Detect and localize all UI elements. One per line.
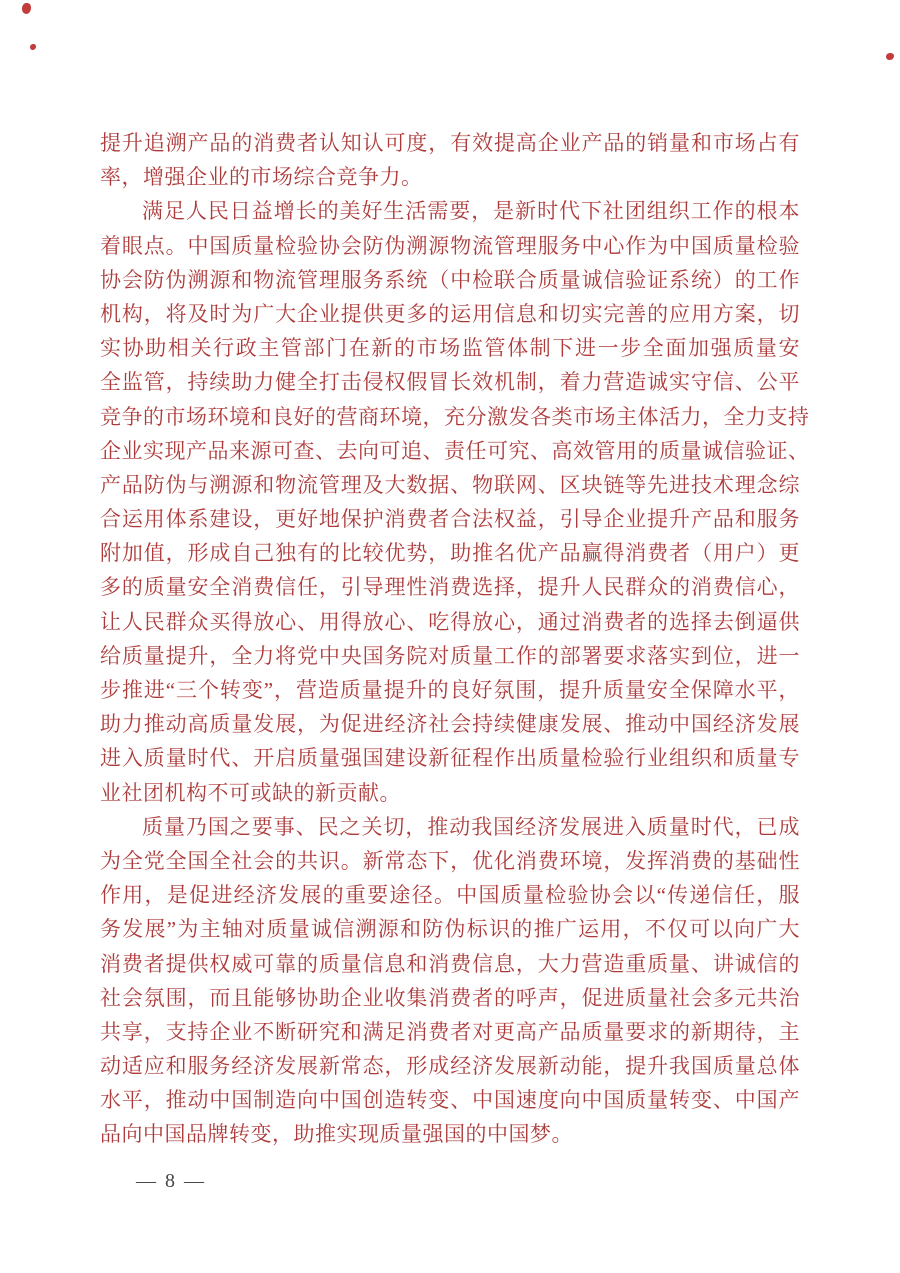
text-line: 附加值，形成自己独有的比较优势，助推名优产品赢得消费者（用户）更 [100,541,800,566]
text-line: 作用，是促进经济发展的重要途径。中国质量检验协会以“传递信任，服 [100,883,800,908]
paragraph [100,126,800,194]
text-line: 质量乃国之要事、民之关切，推动我国经济发展进入质量时代，已成 [142,814,800,839]
text-line: 消费者提供权威可靠的质量信息和消费信息，大力营造重质量、讲诚信的 [100,951,800,976]
text-line: 协会防伪溯源和物流管理服务系统（中检联合质量诚信验证系统）的工作 [100,267,800,292]
text-line: 合运用体系建设，更好地保护消费者合法权益，引导企业提升产品和服务 [100,507,800,532]
text-line: 共享，支持企业不断研究和满足消费者对更高产品质量要求的新期待，主 [100,1019,800,1044]
text-line: 给质量提升，全力将党中央国务院对质量工作的部署要求落实到位，进一 [100,643,800,668]
body-text [100,126,810,1152]
page-number: — 8 — [136,1170,206,1192]
paragraph [100,810,800,1152]
text-line: 助力推动高质量发展，为促进经济社会持续健康发展、推动中国经济发展 [100,712,800,737]
text-line: 竞争的市场环境和良好的营商环境，充分激发各类市场主体活力，全力支持 [100,404,810,429]
paragraph [100,194,810,809]
text-line: 务发展”为主轴对质量诚信溯源和防伪标识的推广运用，不仅可以向广大 [100,917,800,942]
text-line: 全监管，持续助力健全打击侵权假冒长效机制，着力营造诚实守信、公平 [100,370,800,395]
text-line: 步推进“三个转变”，营造质量提升的良好氛围，提升质量安全保障水平， [100,678,800,702]
scan-speck [30,44,36,50]
text-line: 让人民群众买得放心、用得放心、吃得放心，通过消费者的选择去倒逼供 [100,609,800,634]
text-line: 提升追溯产品的消费者认知认可度，有效提高企业产品的销量和市场占有 [100,131,800,155]
text-line: 着眼点。中国质量检验协会防伪溯源物流管理服务中心作为中国质量检验 [100,233,800,258]
text-line: 为全党全国全社会的共识。新常态下，优化消费环境，发挥消费的基础性 [100,848,800,873]
text-line: 机构，将及时为广大企业提供更多的运用信息和切实完善的应用方案，切 [100,301,800,326]
text-line: 业社团机构不可或缺的新贡献。 [100,780,401,805]
text-line: 品向中国品牌转变，助推实现质量强国的中国梦。 [100,1122,573,1147]
text-line: 率，增强企业的市场综合竞争力。 [100,165,423,190]
scan-speck [886,53,894,60]
text-line: 实协助相关行政主管部门在新的市场监管体制下进一步全面加强质量安 [100,336,800,361]
text-line: 水平，推动中国制造向中国创造转变、中国速度向中国质量转变、中国产 [100,1088,800,1113]
text-line: 满足人民日益增长的美好生活需要，是新时代下社团组织工作的根本 [142,199,800,224]
text-line: 社会氛围，而且能够协助企业收集消费者的呼声，促进质量社会多元共治 [100,985,800,1010]
text-line: 动适应和服务经济发展新常态，形成经济发展新动能，提升我国质量总体 [100,1054,800,1079]
scan-speck [22,3,31,14]
text-line: 进入质量时代、开启质量强国建设新征程作出质量检验行业组织和质量专 [100,746,800,771]
text-line: 企业实现产品来源可查、去向可追、责任可究、高效管用的质量诚信验证、 [100,438,810,463]
text-line: 产品防伪与溯源和物流管理及大数据、物联网、区块链等先进技术理念综 [100,472,800,497]
text-line: 多的质量安全消费信任，引导理性消费选择，提升人民群众的消费信心， [100,575,800,600]
